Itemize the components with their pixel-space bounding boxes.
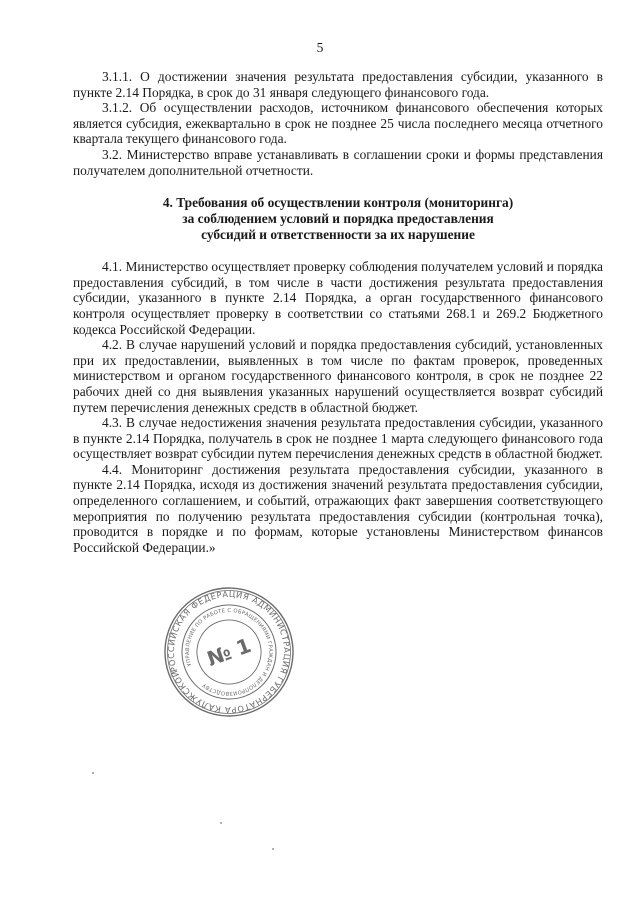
paragraphs-after	[73, 259, 603, 555]
section-title	[73, 195, 603, 243]
paragraph-p-3-2: 3.2. Министерство вправе устанавливать в соглашении сроки и формы представления получателем дополнительной отчетности.	[73, 146, 603, 178]
section-title-line-2: за соблюдением условий и порядка предоставления	[182, 211, 494, 227]
paragraph-p-3-1-2: 3.1.2. Об осуществлении расходов, источником финансового обеспечения которых является субсидия, ежеквартально в срок не позднее 25 числа последнего месяца отчетного квартала текущего финансового года.	[73, 100, 603, 147]
paragraph-p-4-3: 4.3. В случае недостижения значения результата предоставления субсидии, указанного в пункте 2.14 Порядка, получатель в срок не позднее 1 марта следующего финансового года осуществляет возврат субсидии путем перечисления денежных средств в областной бюджет.	[73, 415, 603, 462]
stamp-outer-text: РОССИЙСКАЯ ФЕДЕРАЦИЯ АДМИНИСТРАЦИЯ ГУБЕРНАТОРА КАЛУЖСКОЙ	[165, 588, 293, 716]
paragraphs-before	[73, 69, 603, 178]
stamp-inner-text: УПРАВЛЕНИЕ ПО РАБОТЕ С ОБРАЩЕНИЯМИ ГРАЖДАН И ДЕЛОПРОИЗВОДСТВУ	[184, 607, 274, 697]
paragraph-p-3-1-1: 3.1.1. О достижении значения результата предоставления субсидии, указанного в пункте 2.14 Порядка, в срок до 31 января следующего финансового года.	[73, 69, 603, 100]
stamp-number: № 1	[203, 633, 255, 671]
section-title-line-1: 4. Требования об осуществлении контроля (мониторинга)	[162, 195, 514, 211]
document-body	[73, 69, 603, 555]
scan-speck	[92, 772, 94, 774]
paragraph-p-4-1: 4.1. Министерство осуществляет проверку соблюдения получателем условий и порядка предоставления субсидий, в том числе в части достижения результата предоставления субсидии, указанного в пункте 2.14 Порядка, а орган государственного финансового контроля осуществляет проверку в соответствии со статьями 268.1 и 269.2 Бюджетного кодекса Российской Федерации.	[73, 259, 603, 337]
scan-speck	[272, 848, 274, 850]
page-number: 5	[316, 40, 324, 55]
stamp-seal-graphic	[162, 585, 296, 719]
section-title-line-3: субсидий и ответственности за их нарушение	[201, 227, 475, 243]
scan-speck	[220, 822, 222, 824]
paragraph-p-4-2: 4.2. В случае нарушений условий и порядка предоставления субсидий, установленных при их предоставлении, выявленных в том числе по фактам проверок, проведенных министерством и органом государственного финансового контроля, в срок не позднее 22 рабочих дней со дня выявления указанных нарушений осуществляется возврат субсидий путем перечисления денежных средств в областной бюджет.	[73, 337, 603, 415]
paragraph-p-4-4: 4.4. Мониторинг достижения результата предоставления субсидии, указанного в пункте 2.14 Порядка, исходя из достижения значений результата предоставления субсидии, определенного соглашением, и событий, отражающих факт завершения соответствующего мероприятия по получению результата предоставления субсидии (контрольная точка), проводится в порядке и по формам, которые установлены Министерством финансов Российской Федерации.»	[73, 461, 603, 555]
official-stamp	[162, 585, 296, 719]
